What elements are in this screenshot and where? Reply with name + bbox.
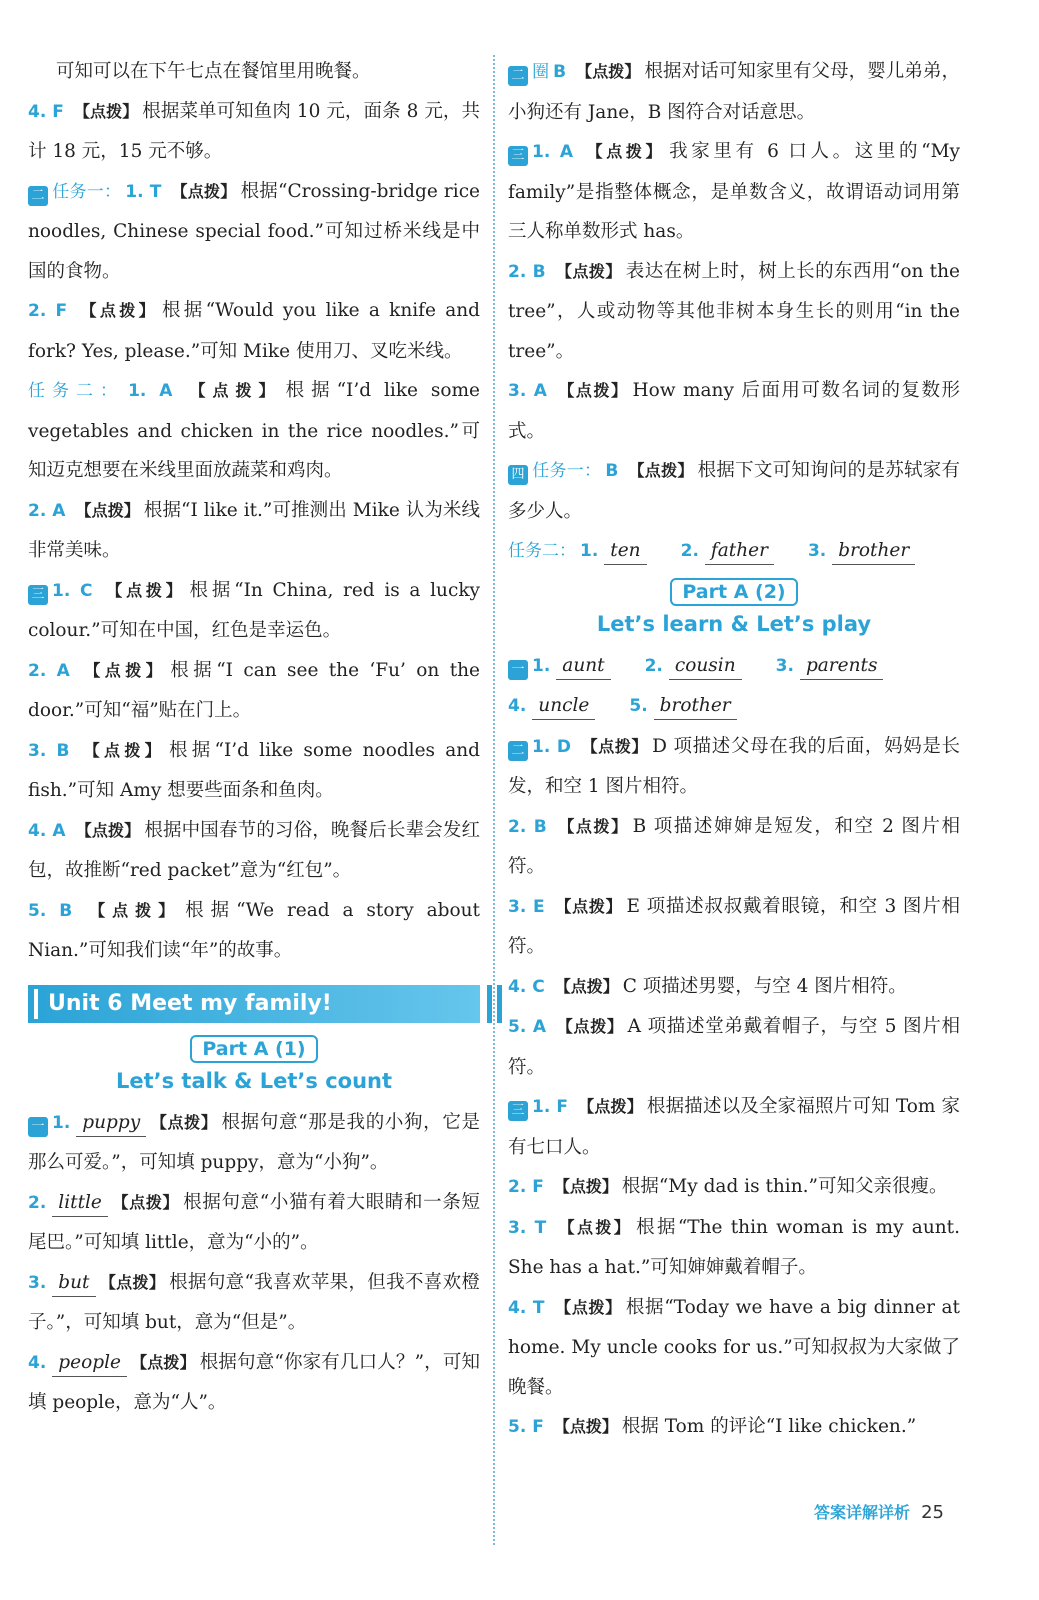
explanation-text: 根据描述以及全家福照片可知 Tom 家有七口人。 bbox=[508, 1096, 960, 1158]
answer-number: 1. C bbox=[52, 580, 93, 601]
task-label: 圈 bbox=[532, 62, 550, 82]
hint-tag: 【点拨】 bbox=[554, 1297, 622, 1317]
answer-item bbox=[508, 371, 960, 451]
answer-item bbox=[508, 1087, 960, 1167]
hint-tag: 【点拨】 bbox=[111, 1192, 180, 1212]
task-label: 任务二： bbox=[28, 381, 125, 401]
hint-tag: 【点拨】 bbox=[79, 740, 165, 760]
hint-tag: 【点拨】 bbox=[578, 1097, 643, 1116]
unit-title: Unit 6 Meet my family! bbox=[48, 990, 332, 1016]
answer-item bbox=[508, 451, 960, 531]
explanation-text: 根据 Tom 的评论“I like chicken.” bbox=[621, 1416, 917, 1437]
section-number-icon: 一 bbox=[28, 1117, 48, 1137]
hint-tag: 【点拨】 bbox=[580, 736, 649, 756]
task-label: 任务一： bbox=[52, 181, 122, 202]
answer-number: 3. A bbox=[508, 381, 547, 401]
answer-number: 5. bbox=[629, 696, 648, 716]
answer-number: 2. F bbox=[28, 301, 68, 321]
hint-tag: 【点拨】 bbox=[554, 976, 619, 996]
hint-tag: 【点拨】 bbox=[556, 381, 629, 400]
hint-tag: 【点拨】 bbox=[554, 896, 623, 916]
answer-number: 4. bbox=[508, 696, 527, 716]
answer-number: 4. A bbox=[28, 820, 66, 841]
part-title: Let’s learn & Let’s play bbox=[596, 611, 872, 636]
handwritten-answer-line bbox=[508, 686, 960, 727]
answer-number: 4. bbox=[28, 1352, 47, 1373]
answer-number: B bbox=[553, 62, 567, 82]
answer-number: B bbox=[605, 461, 619, 481]
handwritten-answer: brother bbox=[832, 538, 915, 565]
unit-banner-right-bar bbox=[487, 985, 492, 1023]
hint-tag: 【点拨】 bbox=[102, 580, 186, 600]
answer-number: 1. F bbox=[532, 1097, 568, 1117]
answer-number: 5. B bbox=[28, 900, 73, 921]
hint-tag: 【点拨】 bbox=[75, 500, 140, 520]
handwritten-answer: brother bbox=[654, 693, 737, 720]
unit-banner-left-bar bbox=[34, 989, 38, 1019]
right-column bbox=[508, 52, 960, 1448]
section-number-icon: 二 bbox=[28, 186, 48, 206]
explanation-text: 根据“Crossing-bridge rice noodles, Chinese special food.”可知过桥米线是中国的食物。 bbox=[28, 180, 480, 282]
answer-item bbox=[28, 651, 480, 731]
part-label: Part A (1) bbox=[190, 1035, 317, 1063]
explanation-text: 根据“Would you like a knife and fork? Yes, please.”可知 Mike 使用刀、叉吃米线。 bbox=[28, 300, 480, 362]
answer-item bbox=[28, 291, 480, 371]
answer-item bbox=[508, 807, 960, 887]
page-footer bbox=[814, 1500, 944, 1523]
explanation-text: 根据句意“我喜欢苹果，但我不喜欢橙子。”，可知填 but，意为“但是”。 bbox=[28, 1271, 480, 1333]
hint-tag: 【点拨】 bbox=[82, 900, 182, 920]
handwritten-answer: aunt bbox=[556, 653, 610, 680]
handwritten-answer: ten bbox=[604, 538, 646, 565]
explanation-text: 根据“I can see the ‘Fu’ on the door.”可知“福”贴在门上。 bbox=[28, 659, 480, 721]
explanation-text: How many 后面用可数名词的复数形式。 bbox=[508, 380, 960, 442]
answer-item bbox=[28, 731, 480, 811]
answer-item bbox=[508, 1208, 960, 1288]
answer-number: 1. T bbox=[125, 181, 162, 202]
answer-item bbox=[28, 571, 480, 651]
handwritten-answer: little bbox=[52, 1190, 108, 1217]
section-number-icon: 三 bbox=[28, 585, 48, 605]
hint-tag: 【点拨】 bbox=[171, 181, 237, 201]
hint-tag: 【点拨】 bbox=[553, 1417, 618, 1436]
hint-tag: 【点拨】 bbox=[130, 1352, 196, 1372]
unit-banner-right-bar bbox=[497, 985, 502, 1023]
hint-tag: 【点拨】 bbox=[79, 660, 167, 680]
handwritten-answer: uncle bbox=[532, 693, 595, 720]
explanation-text: 根据对话可知家里有父母，婴儿弟弟，小狗还有 Jane，B 图符合对话意思。 bbox=[508, 61, 960, 123]
answer-number: 2. B bbox=[508, 261, 546, 282]
explanation-text: A 项描述堂弟戴着帽子，与空 5 图片相符。 bbox=[508, 1016, 960, 1078]
hint-tag: 【点拨】 bbox=[576, 62, 641, 81]
hint-tag: 【点拨】 bbox=[628, 461, 694, 480]
hint-tag: 【点拨】 bbox=[77, 301, 158, 320]
answer-number: 5. F bbox=[508, 1417, 544, 1437]
answer-number: 3. bbox=[28, 1272, 47, 1293]
answer-item bbox=[28, 92, 480, 172]
handwritten-answer: cousin bbox=[669, 653, 742, 680]
answer-number: 3. B bbox=[28, 740, 70, 761]
hint-tag: 【点拨】 bbox=[556, 816, 629, 836]
hint-tag: 【点拨】 bbox=[75, 820, 141, 840]
part-label: Part A (2) bbox=[670, 578, 797, 606]
hint-tag: 【点拨】 bbox=[556, 1217, 633, 1237]
answer-item bbox=[28, 1263, 480, 1343]
answer-number: 3. T bbox=[508, 1217, 547, 1238]
explanation-text: 根据“I’d like some vegetables and chicken in the rice noodles.”可知迈克想要在米线里面放蔬菜和鸡肉。 bbox=[28, 380, 480, 481]
handwritten-answer: but bbox=[52, 1270, 95, 1297]
explanation-text: 表达在树上时，树上长的东西用“on the tree”，人或动物等其他非树本身生长的则用“in the tree”。 bbox=[508, 260, 960, 362]
hint-tag: 【点拨】 bbox=[150, 1112, 218, 1132]
explanation-text: 根据下文可知询问的是苏轼家有多少人。 bbox=[508, 460, 960, 522]
explanation-text: 根据句意“你家有几口人？”，可知填 people，意为“人”。 bbox=[28, 1351, 480, 1413]
page-number: 25 bbox=[921, 1502, 944, 1523]
footer-label: 答案详解详析 bbox=[813, 1503, 910, 1522]
answer-number: 2. bbox=[28, 1192, 47, 1213]
answer-number: 3. bbox=[775, 655, 794, 676]
explanation-text: 我家里有 6 口人。这里的“My family”是指整体概念，是单数含义，故谓语动词用第三人称单数形式 has。 bbox=[508, 141, 960, 242]
answer-item bbox=[508, 1007, 960, 1087]
hint-tag: 【点拨】 bbox=[553, 1177, 618, 1196]
explanation-text: C 项描述男婴，与空 4 图片相符。 bbox=[622, 975, 907, 997]
answer-item bbox=[508, 1407, 960, 1448]
explanation-text: 根据“I’d like some noodles and fish.”可知 Amy 想要些面条和鱼肉。 bbox=[28, 739, 480, 801]
answer-number: 2. B bbox=[508, 816, 547, 837]
explanation-text: B 项描述婶婶是短发，和空 2 图片相符。 bbox=[508, 815, 960, 877]
answer-number: 1. bbox=[532, 655, 551, 676]
answer-number: 2. A bbox=[28, 660, 70, 681]
hint-tag: 【点拨】 bbox=[555, 261, 622, 281]
explanation-text: D 项描述父母在我的后面，妈妈是长发，和空 1 图片相符。 bbox=[508, 735, 960, 797]
explanation-text: 根据“I like it.”可推测出 Mike 认为米线非常美味。 bbox=[28, 499, 480, 561]
answer-item bbox=[508, 1167, 960, 1208]
section-number-icon: 四 bbox=[508, 465, 528, 485]
answer-number: 1. A bbox=[128, 381, 173, 401]
answer-item bbox=[28, 1183, 480, 1263]
hint-tag: 【点拨】 bbox=[583, 142, 666, 161]
handwritten-answer-line bbox=[508, 646, 960, 687]
answer-item bbox=[28, 1103, 480, 1183]
task-label: 任务一： bbox=[532, 461, 602, 481]
hint-tag: 【点拨】 bbox=[182, 381, 282, 400]
answer-item bbox=[508, 727, 960, 807]
section-number-icon: 一 bbox=[508, 660, 528, 680]
answer-number: 1. bbox=[52, 1112, 71, 1133]
answer-number: 5. A bbox=[508, 1017, 547, 1037]
answer-item bbox=[508, 1288, 960, 1408]
handwritten-answer: puppy bbox=[76, 1110, 146, 1137]
task-label: 任务二： bbox=[508, 541, 576, 561]
answer-number: 2. bbox=[644, 655, 663, 676]
handwritten-answer-line bbox=[508, 531, 960, 572]
answer-number: 1. bbox=[580, 541, 599, 561]
section-number-icon: 三 bbox=[508, 146, 528, 166]
answer-item bbox=[508, 887, 960, 967]
explanation-text: 根据“We read a story about Nian.”可知我们读“年”的故事。 bbox=[28, 899, 480, 961]
explanation-text: 根据“In China, red is a lucky colour.”可知在中国，红色是幸运色。 bbox=[28, 579, 480, 641]
section-number-icon: 三 bbox=[508, 1101, 528, 1121]
section-number-icon: 二 bbox=[508, 741, 528, 761]
answer-number: 2. bbox=[680, 541, 699, 561]
answer-number: 3. bbox=[807, 541, 827, 561]
explanation-text: 根据中国春节的习俗，晚餐后长辈会发红包，故推断“red packet”意为“红包”。 bbox=[28, 819, 480, 881]
part-header bbox=[508, 578, 960, 606]
handwritten-answer: people bbox=[52, 1350, 127, 1377]
text-paragraph: 可知可以在下午七点在餐馆里用晚餐。 bbox=[56, 61, 371, 82]
explanation-text: 根据句意“小猫有着大眼睛和一条短尾巴。”可知填 little，意为“小的”。 bbox=[28, 1191, 480, 1253]
answer-item bbox=[508, 252, 960, 372]
answer-number: 1. D bbox=[532, 736, 571, 757]
hint-tag: 【点拨】 bbox=[556, 1017, 624, 1036]
handwritten-answer: father bbox=[705, 538, 774, 565]
handwritten-answer: parents bbox=[800, 653, 884, 680]
answer-item bbox=[508, 967, 960, 1008]
left-column bbox=[28, 52, 480, 1423]
answer-item bbox=[508, 132, 960, 252]
part-title: Let’s talk & Let’s count bbox=[115, 1068, 393, 1093]
answer-number: 3. E bbox=[508, 896, 545, 917]
section-number-icon: 二 bbox=[508, 66, 528, 86]
answer-number: 4. F bbox=[28, 101, 64, 122]
explanation-text: 根据菜单可知鱼肉 10 元，面条 8 元，共计 18 元，15 元不够。 bbox=[28, 100, 480, 162]
explanation-text: E 项描述叔叔戴着眼镜，和空 3 图片相符。 bbox=[508, 895, 960, 957]
hint-tag: 【点拨】 bbox=[99, 1272, 166, 1292]
answer-item bbox=[28, 891, 480, 971]
answer-number: 1. A bbox=[532, 142, 573, 162]
explanation-text: 根据“The thin woman is my aunt. She has a hat.”可知婶婶戴着帽子。 bbox=[508, 1216, 960, 1278]
explanation-text: 根据“My dad is thin.”可知父亲很瘦。 bbox=[621, 1176, 948, 1197]
column-divider bbox=[493, 55, 495, 1545]
part-header bbox=[28, 1035, 480, 1063]
answer-item bbox=[28, 811, 480, 891]
explanation-text: 根据句意“那是我的小狗，它是那么可爱。”，可知填 puppy，意为“小狗”。 bbox=[28, 1111, 480, 1173]
answer-item bbox=[508, 52, 960, 132]
answer-item bbox=[28, 1343, 480, 1423]
hint-tag: 【点拨】 bbox=[73, 101, 139, 121]
answer-item bbox=[28, 172, 480, 292]
answer-number: 2. F bbox=[508, 1177, 544, 1197]
unit-banner bbox=[28, 985, 480, 1023]
answer-item bbox=[28, 371, 480, 491]
answer-number: 4. T bbox=[508, 1297, 545, 1318]
answer-number: 2. A bbox=[28, 500, 66, 521]
explanation-text: 根据“Today we have a big dinner at home. My uncle cooks for us.”可知叔叔为大家做了晚餐。 bbox=[508, 1296, 960, 1398]
answer-number: 4. C bbox=[508, 976, 545, 997]
answer-item bbox=[28, 491, 480, 571]
